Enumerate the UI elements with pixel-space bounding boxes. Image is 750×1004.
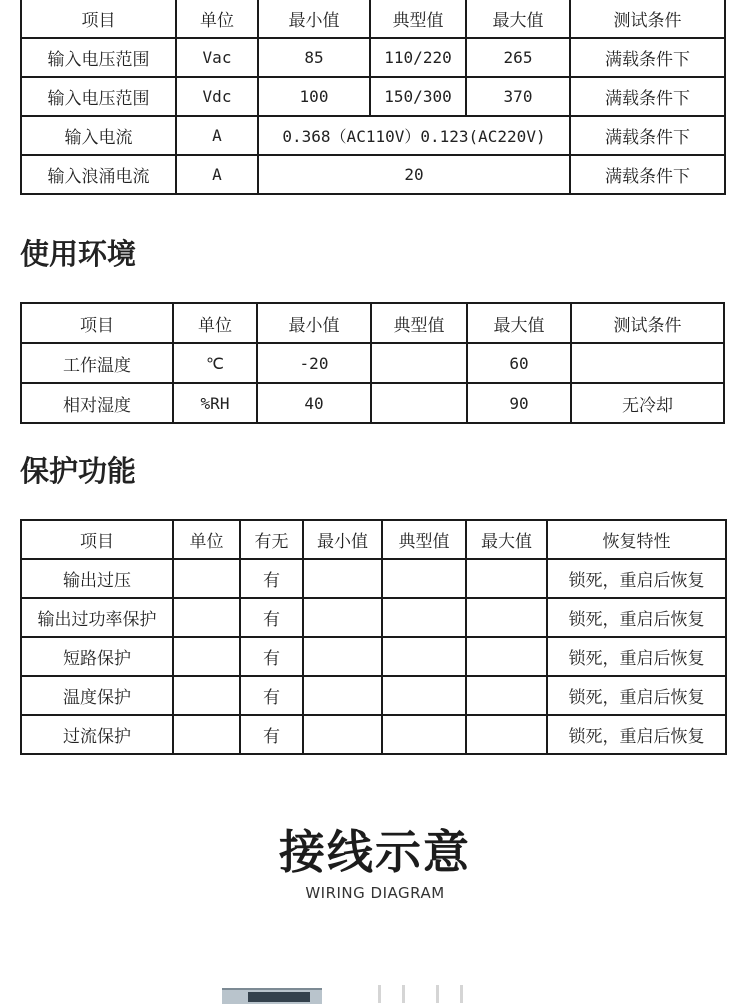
presence-cell: 有 (240, 715, 303, 754)
section-title-environment: 使用环境 (20, 237, 137, 271)
typ-cell (382, 715, 466, 754)
unit-cell: A (176, 116, 258, 155)
environment-table (20, 302, 725, 424)
terminal-pin (378, 985, 381, 1003)
max-cell (466, 637, 547, 676)
condition-cell: 满载条件下 (570, 155, 725, 194)
max-cell (466, 676, 547, 715)
item-cell: 输入电压范围 (21, 38, 176, 77)
min-cell (303, 637, 382, 676)
wiring-diagram-title: 接线示意 (279, 825, 471, 879)
item-cell: 输入电压范围 (21, 77, 176, 116)
header-cell: 最大值 (466, 520, 547, 559)
min-cell (303, 715, 382, 754)
min-cell: -20 (257, 343, 371, 383)
presence-cell: 有 (240, 559, 303, 598)
typ-cell (371, 383, 467, 423)
unit-cell (173, 715, 240, 754)
typ-cell (371, 343, 467, 383)
typ-cell: 150/300 (370, 77, 466, 116)
item-cell: 输入浪涌电流 (21, 155, 176, 194)
header-cell: 最大值 (467, 303, 571, 343)
typ-cell: 110/220 (370, 38, 466, 77)
recovery-cell: 锁死，重启后恢复 (547, 598, 726, 637)
header-cell: 项目 (21, 303, 173, 343)
item-cell: 输出过功率保护 (21, 598, 173, 637)
terminal-pin (460, 985, 463, 1003)
unit-cell: Vdc (176, 77, 258, 116)
condition-cell: 满载条件下 (570, 116, 725, 155)
header-cell: 典型值 (371, 303, 467, 343)
max-cell: 370 (466, 77, 570, 116)
presence-cell: 有 (240, 637, 303, 676)
unit-cell (173, 598, 240, 637)
table-row (21, 676, 726, 715)
table-row (21, 77, 725, 116)
header-cell: 最大值 (466, 0, 570, 38)
min-cell: 40 (257, 383, 371, 423)
condition-cell: 满载条件下 (570, 77, 725, 116)
typ-cell (382, 676, 466, 715)
table-row (21, 559, 726, 598)
min-cell (303, 598, 382, 637)
item-cell: 短路保护 (21, 637, 173, 676)
typ-cell (382, 559, 466, 598)
presence-cell: 有 (240, 598, 303, 637)
protection-table (20, 519, 727, 755)
recovery-cell: 锁死，重启后恢复 (547, 676, 726, 715)
typ-cell (382, 637, 466, 676)
header-cell: 典型值 (370, 0, 466, 38)
header-cell: 单位 (173, 520, 240, 559)
terminal-pin (402, 985, 405, 1003)
table-header-row (21, 303, 724, 343)
condition-cell (571, 343, 724, 383)
recovery-cell: 锁死，重启后恢复 (547, 637, 726, 676)
item-cell: 输出过压 (21, 559, 173, 598)
table-row (21, 38, 725, 77)
table-row (21, 155, 725, 194)
presence-cell: 有 (240, 676, 303, 715)
table-row (21, 598, 726, 637)
min-cell (303, 676, 382, 715)
unit-cell: Vac (176, 38, 258, 77)
max-cell (466, 715, 547, 754)
device-label-plate (248, 992, 310, 1002)
wiring-diagram-subtitle: WIRING DIAGRAM (305, 884, 445, 902)
table-row (21, 343, 724, 383)
table-row (21, 715, 726, 754)
table-header-row (21, 0, 725, 38)
min-cell: 85 (258, 38, 370, 77)
max-cell: 60 (467, 343, 571, 383)
header-cell: 项目 (21, 520, 173, 559)
header-cell: 最小值 (258, 0, 370, 38)
table-row (21, 116, 725, 155)
item-cell: 输入电流 (21, 116, 176, 155)
header-cell: 典型值 (382, 520, 466, 559)
max-cell: 265 (466, 38, 570, 77)
recovery-cell: 锁死，重启后恢复 (547, 715, 726, 754)
max-cell (466, 598, 547, 637)
header-cell: 恢复特性 (547, 520, 726, 559)
merged-value-cell: 0.368（AC110V）0.123(AC220V) (258, 116, 570, 155)
item-cell: 温度保护 (21, 676, 173, 715)
section-title-protection: 保护功能 (20, 454, 137, 488)
unit-cell: ℃ (173, 343, 257, 383)
item-cell: 相对湿度 (21, 383, 173, 423)
min-cell (303, 559, 382, 598)
typ-cell (382, 598, 466, 637)
condition-cell: 无冷却 (571, 383, 724, 423)
header-cell: 项目 (21, 0, 176, 38)
table-header-row (21, 520, 726, 559)
terminal-pin (436, 985, 439, 1003)
header-cell: 最小值 (303, 520, 382, 559)
min-cell: 100 (258, 77, 370, 116)
merged-value-cell: 20 (258, 155, 570, 194)
header-cell: 单位 (173, 303, 257, 343)
unit-cell: %RH (173, 383, 257, 423)
header-cell: 单位 (176, 0, 258, 38)
item-cell: 过流保护 (21, 715, 173, 754)
header-cell: 最小值 (257, 303, 371, 343)
max-cell (466, 559, 547, 598)
item-cell: 工作温度 (21, 343, 173, 383)
input-spec-table (20, 0, 726, 195)
unit-cell (173, 559, 240, 598)
unit-cell (173, 676, 240, 715)
recovery-cell: 锁死，重启后恢复 (547, 559, 726, 598)
header-cell: 测试条件 (571, 303, 724, 343)
unit-cell: A (176, 155, 258, 194)
table-row (21, 637, 726, 676)
header-cell: 测试条件 (570, 0, 725, 38)
header-cell: 有无 (240, 520, 303, 559)
max-cell: 90 (467, 383, 571, 423)
condition-cell: 满载条件下 (570, 38, 725, 77)
unit-cell (173, 637, 240, 676)
table-row (21, 383, 724, 423)
